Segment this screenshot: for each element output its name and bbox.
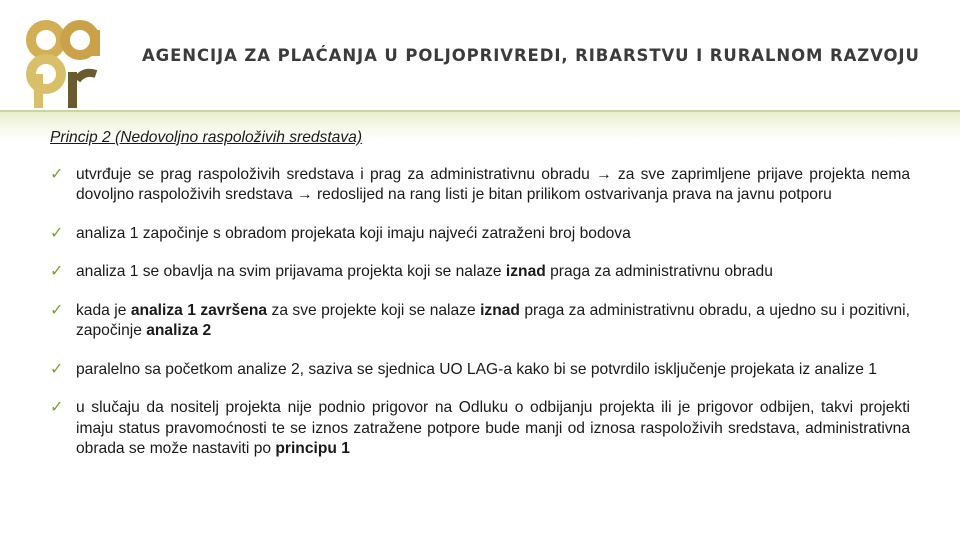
bold-text: principu 1: [275, 440, 350, 457]
bullet-list: [50, 165, 910, 460]
bullet-text: [76, 399, 910, 457]
text-segment: analiza 1 započinje s obradom projekata koji imaju najveći zatraženi broj bodova: [76, 224, 631, 242]
text-segment: praga za administrativnu obradu: [545, 263, 773, 280]
bullet-text: [76, 361, 877, 378]
agency-logo: [22, 16, 104, 112]
bold-text: iznad: [505, 263, 546, 280]
checkmark-icon: ✓: [50, 399, 64, 416]
checkmark-icon: ✓: [50, 263, 64, 280]
text-segment: kada je: [76, 301, 131, 319]
text-segment: utvrđuje se prag raspoloživih sredstava i prag za administrativnu obradu → za sve zaprimljene prijave projekta nema dovoljno raspoloživih sredstava → redoslijed na rang listi je bitan prilikom ostvarivanja prava na javnu potporu: [76, 165, 910, 203]
header-divider: [0, 110, 960, 112]
text-segment: u slučaju da nositelj projekta nije podnio prigovor na Odluku o odbijanju projekta ili je prigovor odbijen, takvi projekti imaju status pravomoćnosti te se iznos zatražene potpore bude manji od iznosa raspoloživih sredstava, administrativna obrada se može nastaviti po: [76, 399, 910, 457]
text-segment: praga za administrativnu obradu, a ujedno su i pozitivni, započinje: [76, 301, 910, 339]
checkmark-icon: ✓: [50, 165, 64, 183]
slide-heading: Princip 2 (Nedovoljno raspoloživih sredstava): [50, 129, 363, 146]
slide-content: [50, 128, 910, 478]
agency-title: AGENCIJA ZA PLAĆANJA U POLJOPRIVREDI, RIBARSTVU I RURALNOM RAZVOJU: [142, 46, 920, 65]
checkmark-icon: ✓: [50, 224, 64, 242]
bullet-text: [76, 166, 910, 204]
bullet-text: [76, 263, 773, 280]
bullet-text: [76, 225, 631, 242]
bullet-item: [50, 262, 910, 283]
bullet-item: [50, 360, 910, 381]
text-segment: analiza 1 se obavlja na svim prijavama projekta koji se nalaze: [76, 263, 506, 280]
bullet-item: [50, 301, 910, 342]
header: [0, 0, 960, 112]
bold-text: analiza 2: [146, 322, 212, 339]
bullet-item: [50, 165, 910, 206]
bullet-item: [50, 224, 910, 245]
bullet-text: [76, 302, 910, 340]
bold-text: analiza 1 završena: [130, 301, 268, 319]
text-segment: paralelno sa početkom analize 2, saziva se sjednica UO LAG-a kako bi se potvrdilo isključenje projekata iz analize 1: [76, 360, 877, 378]
checkmark-icon: ✓: [50, 360, 64, 378]
bullet-item: [50, 398, 910, 460]
bold-text: iznad: [480, 301, 520, 319]
checkmark-icon: ✓: [50, 301, 64, 319]
text-segment: za sve projekte koji se nalaze: [267, 301, 481, 319]
